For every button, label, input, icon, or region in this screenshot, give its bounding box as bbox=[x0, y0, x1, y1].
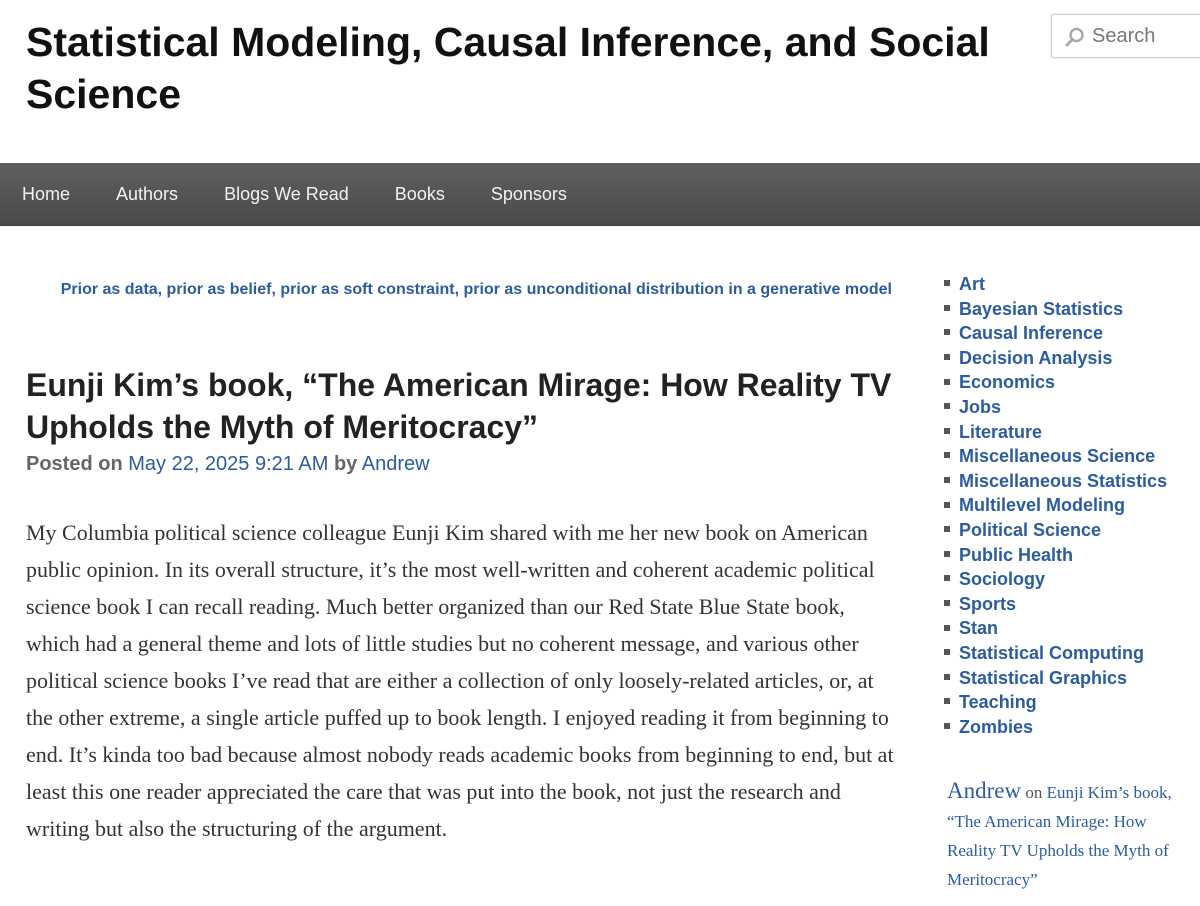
site-title-line2: Science bbox=[26, 71, 181, 117]
site-title[interactable] bbox=[26, 16, 1066, 120]
category-art[interactable]: Art bbox=[944, 272, 1194, 297]
category-decision-analysis[interactable]: Decision Analysis bbox=[944, 346, 1194, 371]
category-causal-inference[interactable]: Causal Inference bbox=[944, 321, 1194, 346]
search-input[interactable] bbox=[1092, 21, 1200, 51]
category-teaching[interactable]: Teaching bbox=[944, 690, 1194, 715]
comment-author-link[interactable]: Andrew bbox=[947, 778, 1022, 803]
category-stan[interactable]: Stan bbox=[944, 616, 1194, 641]
category-public-health[interactable]: Public Health bbox=[944, 543, 1194, 568]
nav-item-authors[interactable]: Authors bbox=[116, 184, 179, 204]
search-icon bbox=[1064, 26, 1086, 48]
by-label: by bbox=[333, 453, 358, 475]
post-title[interactable]: Eunji Kim’s book, “The American Mirage: How Reality TV Upholds the Myth of Meritocracy” bbox=[26, 367, 892, 445]
post-date-link[interactable]: May 22, 2025 9:21 AM bbox=[128, 453, 329, 475]
category-statistical-graphics[interactable]: Statistical Graphics bbox=[944, 666, 1194, 691]
category-bayesian-statistics[interactable]: Bayesian Statistics bbox=[944, 297, 1194, 322]
post-body: My Columbia political science colleague Eunji Kim shared with me her new book on American public opinion. In its overall structure, it’s the most well-written and coherent academic political science book I can recall reading. Much better organized than our Red State Blue State book, which had a general theme and lots of little studies but no coherent message, and various other political science books I’ve read that are either a collection of only loosely-related articles, or, at the other extreme, a single article puffed up to book length. I enjoyed reading it from beginning to end. It’s kinda too bad because almost nobody reads academic books from beginning to end, but at least this one reader appreciated the care that was put into the book, not just the research and writing but also the structuring of the argument. bbox=[26, 520, 894, 841]
nav-item-blogs-we-read[interactable]: Blogs We Read bbox=[224, 184, 349, 204]
category-miscellaneous-science[interactable]: Miscellaneous Science bbox=[944, 444, 1194, 469]
previous-post-link[interactable]: Prior as data, prior as belief, prior as soft constraint, prior as unconditional distribution in a generative model bbox=[60, 281, 892, 298]
comment-post-link[interactable]: Eunji Kim’s book, “The American Mirage: How Reality TV Upholds the Myth of Meritocracy” bbox=[947, 783, 1172, 889]
category-sociology[interactable]: Sociology bbox=[944, 567, 1194, 592]
category-zombies[interactable]: Zombies bbox=[944, 715, 1194, 740]
search-box[interactable] bbox=[1051, 14, 1200, 58]
category-sports[interactable]: Sports bbox=[944, 592, 1194, 617]
posted-on-label: Posted on bbox=[26, 453, 123, 475]
category-economics[interactable]: Economics bbox=[944, 370, 1194, 395]
post-meta bbox=[26, 450, 430, 478]
nav-item-sponsors[interactable]: Sponsors bbox=[490, 184, 567, 204]
main-nav bbox=[0, 163, 1200, 226]
category-multilevel-modeling[interactable]: Multilevel Modeling bbox=[944, 493, 1194, 518]
category-literature[interactable]: Literature bbox=[944, 420, 1194, 445]
category-list bbox=[944, 272, 1194, 739]
comment-on-label: on bbox=[1025, 783, 1043, 802]
nav-list bbox=[0, 163, 1200, 226]
category-jobs[interactable]: Jobs bbox=[944, 395, 1194, 420]
category-miscellaneous-statistics[interactable]: Miscellaneous Statistics bbox=[944, 469, 1194, 494]
nav-item-books[interactable]: Books bbox=[394, 184, 445, 204]
category-political-science[interactable]: Political Science bbox=[944, 518, 1194, 543]
site-title-line1: Statistical Modeling, Causal Inference, and Social bbox=[26, 19, 990, 65]
post-author-link[interactable]: Andrew bbox=[361, 453, 430, 475]
nav-item-home[interactable]: Home bbox=[22, 184, 71, 204]
category-statistical-computing[interactable]: Statistical Computing bbox=[944, 641, 1194, 666]
recent-comment bbox=[947, 776, 1187, 894]
